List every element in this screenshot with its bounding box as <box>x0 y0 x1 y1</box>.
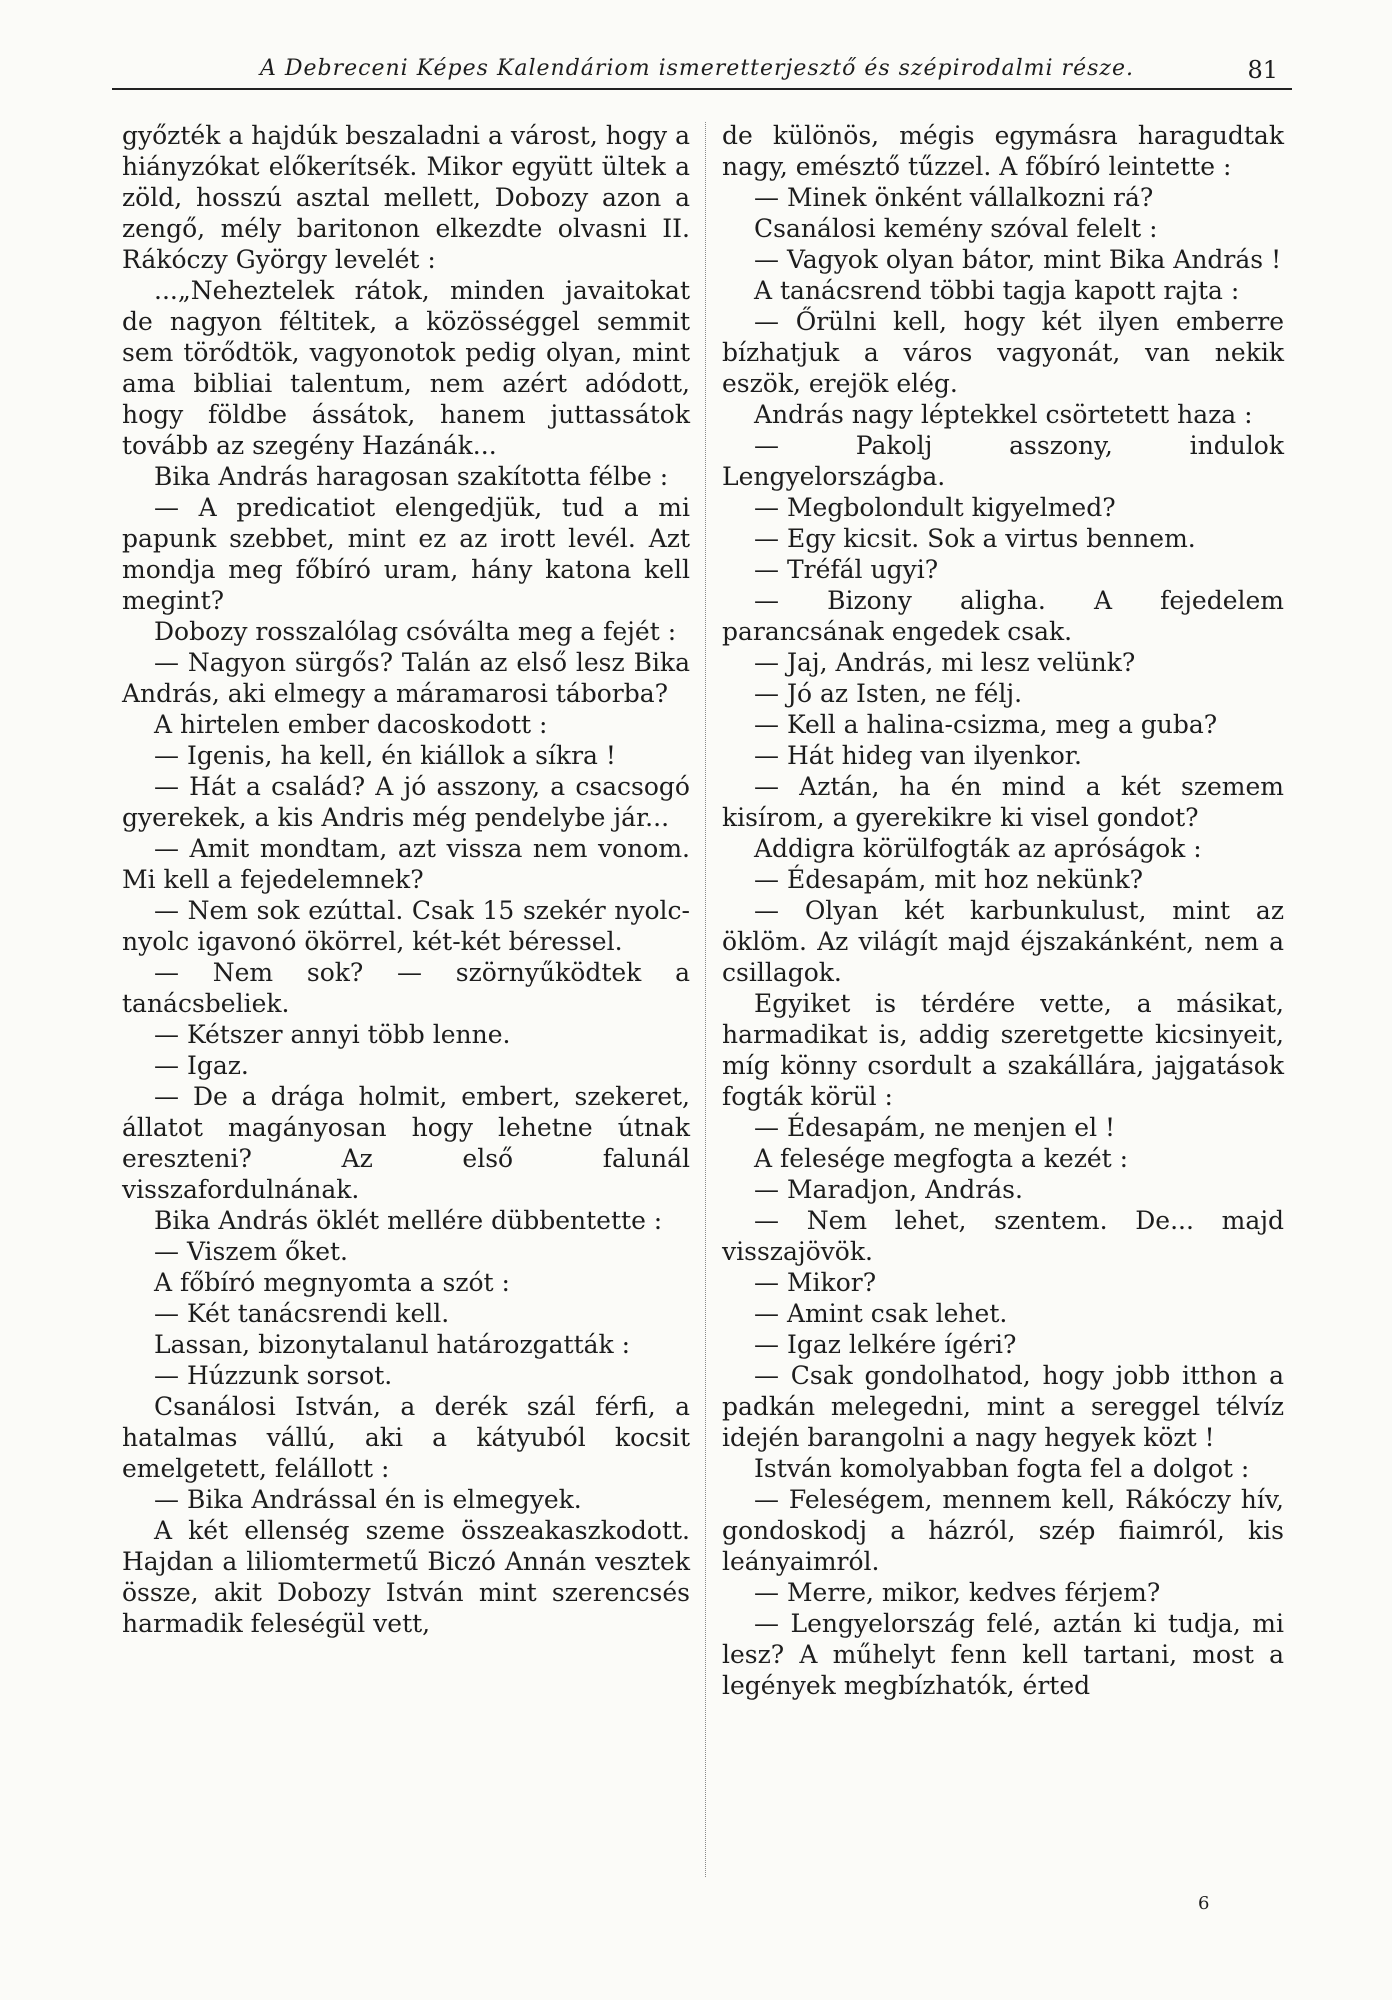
paragraph: győzték a hajdúk beszaladni a várost, hogy a hiányzókat előkerítsék. Mikor együtt ültek a zöld, hosszú asztal mellett, Dobozy azon a zengő, mély baritonon elkezdte olvasni II. Rákóczy György levelét : <box>122 121 690 274</box>
paragraph: — Igenis, ha kell, én kiállok a síkra ! <box>154 741 616 770</box>
paragraph: — De a drága holmit, embert, szekeret, állatot magányosan hogy lehetne útnak ereszteni? Az első falunál visszafordulnának. <box>122 1082 690 1204</box>
paragraph: A tanácsrend többi tagja kapott rajta : <box>754 276 1240 305</box>
paragraph: — Bizony aligha. A fejedelem parancsának engedek csak. <box>722 586 1284 646</box>
paragraph: Lassan, bizonytalanul határozgatták : <box>154 1330 631 1359</box>
paragraph: — Csak gondolhatod, hogy jobb itthon a padkán melegedni, mint a sereggel télvíz idején barangolni a nagy hegyek közt ! <box>722 1361 1284 1452</box>
paragraph: — Jaj, András, mi lesz velünk? <box>754 648 1136 677</box>
paragraph: — Igaz lelkére ígéri? <box>754 1330 1017 1359</box>
paragraph: — Vagyok olyan bátor, mint Bika András ! <box>754 245 1282 274</box>
paragraph: — Őrülni kell, hogy két ilyen emberre bízhatjuk a város vagyonát, van nekik eszök, erejök elég. <box>722 307 1284 398</box>
paragraph: — Édesapám, mit hoz nekünk? <box>754 865 1144 894</box>
paragraph: — Bika Andrással én is elmegyek. <box>154 1485 582 1514</box>
paragraph: István komolyabban fogta fel a dolgot : <box>754 1454 1250 1483</box>
paragraph: — Két tanácsrendi kell. <box>154 1299 450 1328</box>
paragraph: Dobozy rosszalólag csóválta meg a fejét : <box>154 617 677 646</box>
paragraph: — Amint csak lehet. <box>754 1299 1008 1328</box>
paragraph: — Maradjon, András. <box>754 1175 1023 1204</box>
paragraph: — Viszem őket. <box>154 1237 348 1266</box>
paragraph: — Lengyelország felé, aztán ki tudja, mi lesz? A műhelyt fenn kell tartani, most a legények megbízhatók, érted <box>722 1609 1284 1700</box>
paragraph: — Édesapám, ne menjen el ! <box>754 1113 1116 1142</box>
paragraph: A főbíró megnyomta a szót : <box>154 1268 510 1297</box>
paragraph: — Jó az Isten, ne félj. <box>754 679 1023 708</box>
paragraph: Csanálosi István, a derék szál férfi, a hatalmas vállú, aki a kátyuból kocsit emelgetett, felállott : <box>122 1392 690 1483</box>
paragraph: Bika András öklét mellére dübbentette : <box>154 1206 663 1235</box>
paragraph: — Hát hideg van ilyenkor. <box>754 741 1082 770</box>
paragraph: — Hát a család? A jó asszony, a csacsogó gyerekek, a kis Andris még pendelybe jár... <box>122 772 690 832</box>
paragraph: — Nem sok ezúttal. Csak 15 szekér nyolc-nyolc igavonó ökörrel, két-két béressel. <box>122 896 690 956</box>
paragraph: Csanálosi kemény szóval felelt : <box>754 214 1158 243</box>
paragraph: Addigra körülfogták az apróságok : <box>754 834 1202 863</box>
paragraph: — A predicatiot elengedjük, tud a mi papunk szebbet, mint ez az irott levél. Azt mondja meg főbíró uram, hány katona kell megint? <box>122 493 690 615</box>
paragraph: A felesége megfogta a kezét : <box>754 1144 1129 1173</box>
header-title: A Debreceni Képes Kalendáriom ismeretterjesztő és szépirodalmi része. <box>260 56 1134 81</box>
paragraph: — Olyan két karbunkulust, mint az öklöm. Az világít majd éjszakánként, nem a csillagok. <box>722 896 1284 987</box>
paragraph: Bika András haragosan szakította félbe : <box>154 462 669 491</box>
paragraph: — Amit mondtam, azt vissza nem vonom. Mi kell a fejedelemnek? <box>122 834 690 894</box>
paragraph: — Nagyon sürgős? Talán az első lesz Bika András, aki elmegy a máramarosi táborba? <box>122 648 690 708</box>
paragraph: — Húzzunk sorsot. <box>154 1361 393 1390</box>
paragraph: — Pakolj asszony, indulok Lengyelországba. <box>722 431 1284 491</box>
running-header <box>112 56 1292 92</box>
printer-signature: 6 <box>1198 1893 1210 1914</box>
paragraph: ...„Neheztelek rátok, minden javaitokat de nagyon féltitek, a közösséggel semmit sem törődtök, vagyonotok pedig olyan, mint ama bibliai talentum, nem azért adódott, hogy földbe ássátok, hanem juttassátok tovább az szegény Hazánák... <box>122 276 690 460</box>
paragraph: A két ellenség szeme összeakaszkodott. Hajdan a liliomtermetű Biczó Annán vesztek össze, akit Dobozy István mint szerencsés harmadik feleségül vett, <box>122 1516 690 1638</box>
paragraph: András nagy léptekkel csörtetett haza : <box>754 400 1253 429</box>
paragraph: — Egy kicsit. Sok a virtus bennem. <box>754 524 1196 553</box>
paragraph: A hirtelen ember dacoskodott : <box>154 710 548 739</box>
paragraph: — Kell a halina-csizma, meg a guba? <box>754 710 1218 739</box>
paragraph: — Mikor? <box>754 1268 877 1297</box>
paragraph: — Nem sok? — szörnyűködtek a tanácsbeliek. <box>122 958 690 1018</box>
paragraph: — Megbolondult kigyelmed? <box>754 493 1116 522</box>
page-number: 81 <box>1247 56 1278 84</box>
left-column <box>122 120 690 1880</box>
paragraph: — Merre, mikor, kedves férjem? <box>754 1578 1161 1607</box>
paragraph: — Minek önként vállalkozni rá? <box>754 183 1154 212</box>
paragraph: Egyiket is térdére vette, a másikat, harmadikat is, addig szeretgette kicsinyeit, míg könny csordult a szakállára, jajgatások fogták körül : <box>722 989 1284 1111</box>
paragraph: — Nem lehet, szentem. De... majd visszajövök. <box>722 1206 1284 1266</box>
right-column <box>722 120 1284 1880</box>
paragraph: de különös, mégis egymásra haragudtak nagy, emésztő tűzzel. A főbíró leintette : <box>722 121 1284 181</box>
column-divider <box>705 122 706 1877</box>
paragraph: — Feleségem, mennem kell, Rákóczy hív, gondoskodj a házról, szép fiaimról, kis leányaimról. <box>722 1485 1284 1576</box>
header-rule <box>112 88 1292 90</box>
paragraph: — Igaz. <box>154 1051 249 1080</box>
paragraph: — Tréfál ugyi? <box>754 555 939 584</box>
paragraph: — Kétszer annyi több lenne. <box>154 1020 511 1049</box>
paragraph: — Aztán, ha én mind a két szemem kisírom, a gyerekikre ki visel gondot? <box>722 772 1284 832</box>
